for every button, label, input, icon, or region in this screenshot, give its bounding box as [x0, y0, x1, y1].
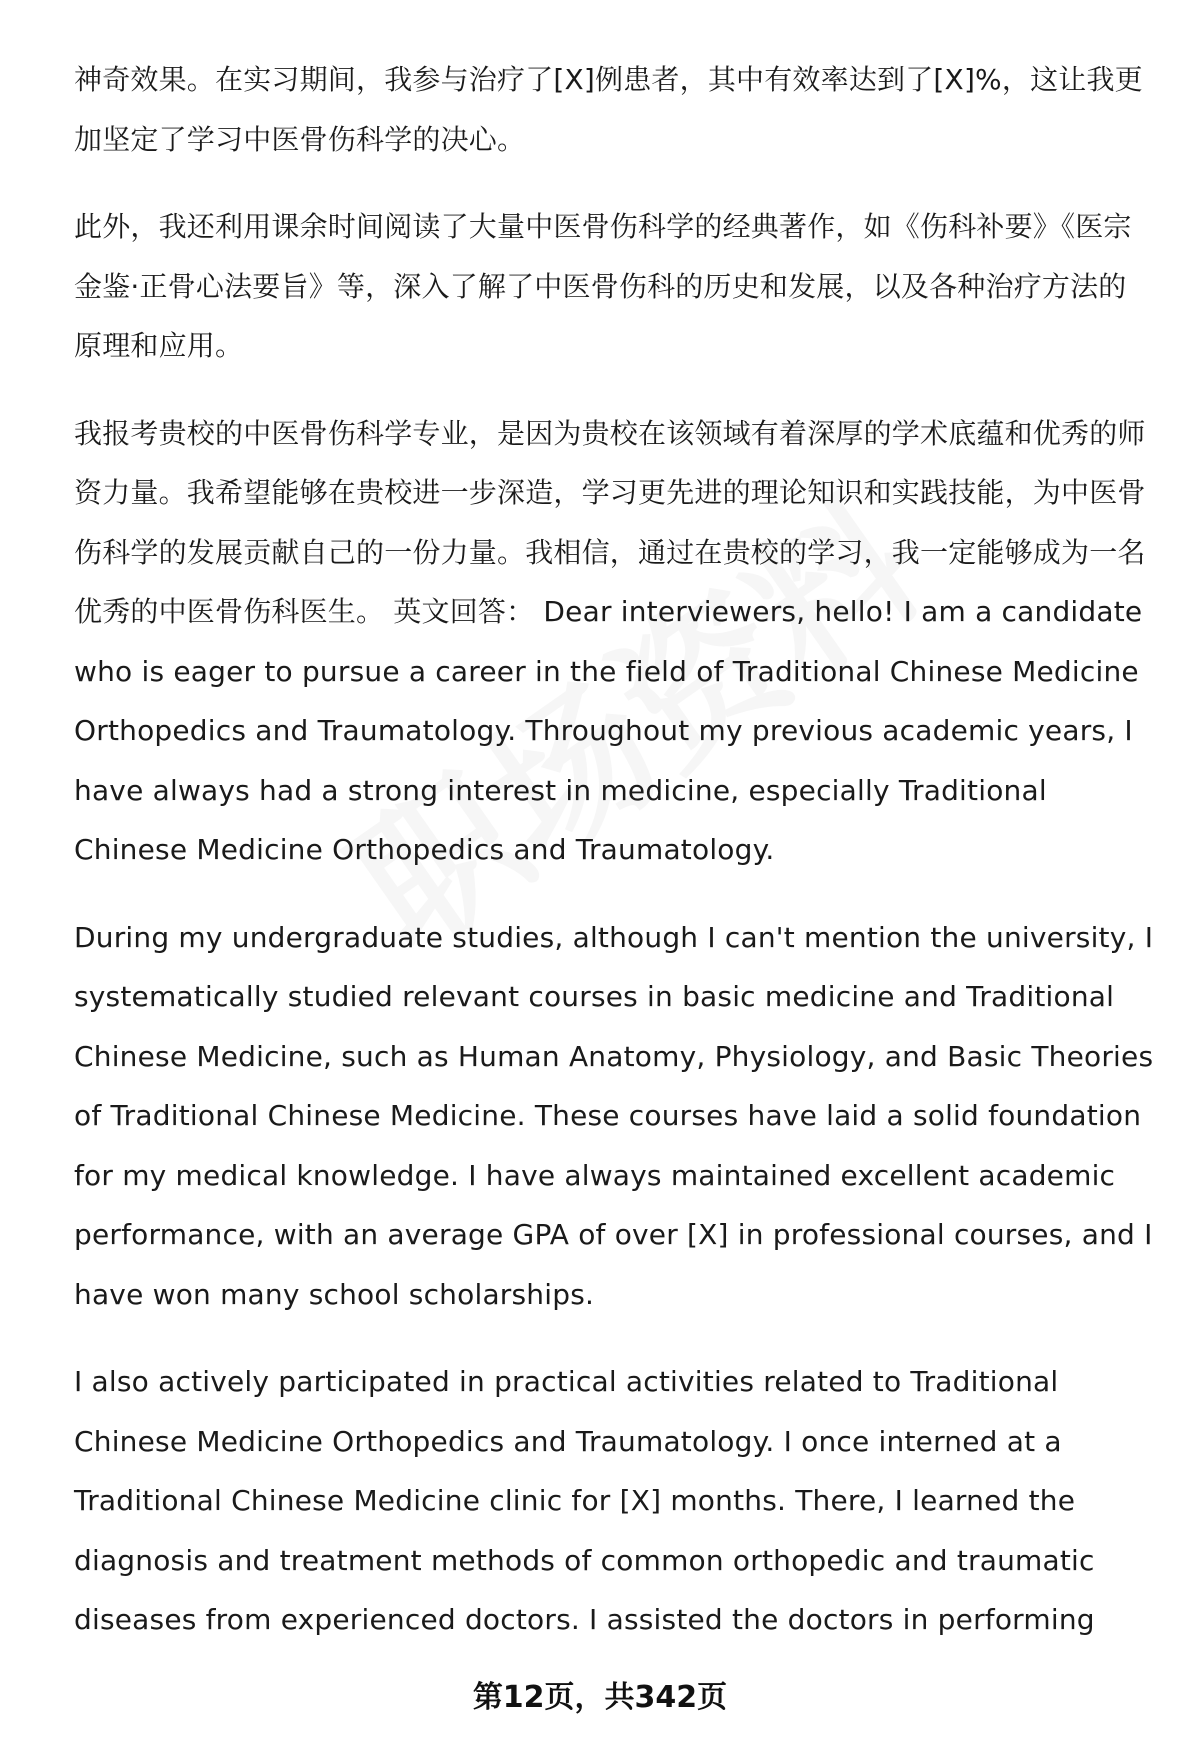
paragraph-5: I also actively participated in practical activities related to Traditional Chinese Medicine Orthopedics and Traumatology. I once interned at a Traditional Chinese Medicine clinic for [X] months. There, I learned the diagnosis and treatment methods of common orthopedic and traumatic diseases from experienced doctors. I assisted the doctors in performing — [74, 1365, 1095, 1636]
paragraph-3: 我报考贵校的中医骨伤科学专业，是因为贵校在该领域有着深厚的学术底蕴和优秀的师资力量。我希望能够在贵校进一步深造，学习更先进的理论知识和实践技能，为中医骨伤科学的发展贡献自己的一份力量。我相信，通过在贵校的学习，我一定能够成为一名优秀的中医骨伤科医生。 英文回答： Dear interviewers, hello! I am a candidate who is eager to pursue a career in the field of Traditional Chinese Medicine Orthopedics and Traumatology. Throughout my previous academic years, I have always had a strong interest in medicine, especially Traditional Chinese Medicine Orthopedics and Traumatology. — [74, 416, 1146, 866]
paragraph-1: 神奇效果。在实习期间，我参与治疗了[X]例患者，其中有效率达到了[X]%，这让我更加坚定了学习中医骨伤科学的决心。 — [74, 63, 1143, 156]
page-footer: 第12页，共342页 — [472, 1680, 728, 1715]
paragraph-2: 此外，我还利用课余时间阅读了大量中医骨伤科学的经典著作，如《伤科补要》《医宗金鉴·正骨心法要旨》等，深入了解了中医骨伤科的历史和发展，以及各种治疗方法的原理和应用。 — [74, 210, 1132, 362]
paragraph-4: During my undergraduate studies, although I can't mention the university, I systematically studied relevant courses in basic medicine and Traditional Chinese Medicine, such as Human Anatomy, Physiology, and Basic Theories of Traditional Chinese Medicine. These courses have laid a solid foundation for my medical knowledge. I have always maintained excellent academic performance, with an average GPA of over [X] in professional courses, and I have won many school scholarships. — [74, 920, 1154, 1311]
document-body — [74, 50, 1154, 1678]
